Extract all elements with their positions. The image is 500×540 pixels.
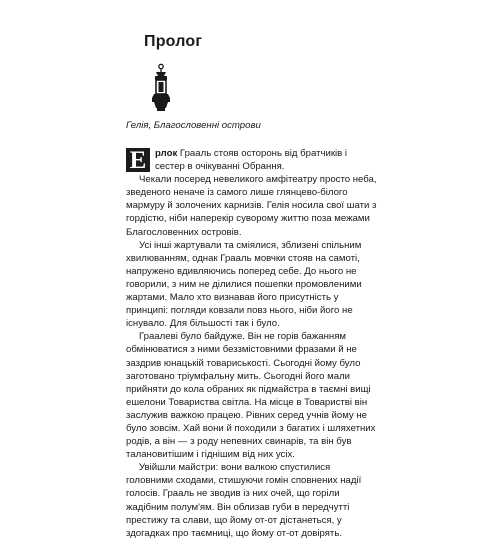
chapter-title: Пролог (144, 33, 203, 50)
lantern-icon (151, 63, 171, 113)
paragraph-1 (126, 147, 378, 173)
first-word: рлок (155, 148, 178, 159)
body-text (126, 147, 378, 540)
paragraph-2: Чекали посеред невеликого амфітеатру просто неба, зведеного неначе із самого лише глянцево-білого мармуру й золочених карнизів. Гелія носила свої шати з гордістю, ніби наперекір суворому життю поза межами Благословенних островів. (126, 174, 377, 238)
paragraph-1-text: Грааль стояв осторонь від братчиків і сестер в очікуванні Обрання. (155, 148, 348, 173)
paragraph-3: Усі інші жартували та сміялися, зблизені спільним хвилюванням, однак Грааль мовчки стояв на самоті, напружено вдивляючись поперед себе. До нього не говорили, з ним не ділилися пошепки промовленими жартами. Мало хто визнавав його присутність у принципі: погляди ковзали повз нього, ніби його не існувало. Для більшості так і було. (126, 239, 362, 330)
chapter-subtitle: Гелія, Благословенні острови (126, 120, 261, 131)
paragraph-4: Граалеві було байдуже. Він не горів бажанням обмінюватися з ними беззмістовними фразами й не заздрив юнацькій товариськості. Сьогодні йому було заготовано тріумфальну мить. Сьогодні його мали прийняти до кола обраних як підмайстра в таємні вищі ешелони Товариства світла. На місце в Товаристві він заслужив важкою працею. Рівних серед учнів йому не було зовсім. Хай вони й походили з багатих і шляхетних родів, а він — з роду непевних свинарів, та він був талановитішим і гіднішим від них усіх. (126, 331, 376, 461)
paragraph-5: Увійшли майстри: вони валкою спустилися головними сходами, стишуючи гомін сповнених надії голосів. Грааль не зводив із них очей, що горіли жадібним полум'ям. Він облизав губи в передчутті престижу та слави, що йому от-от дістанеться, у здогадках про таємниці, що йому от-от довірять. (126, 462, 362, 539)
drop-cap: Е (126, 148, 150, 172)
